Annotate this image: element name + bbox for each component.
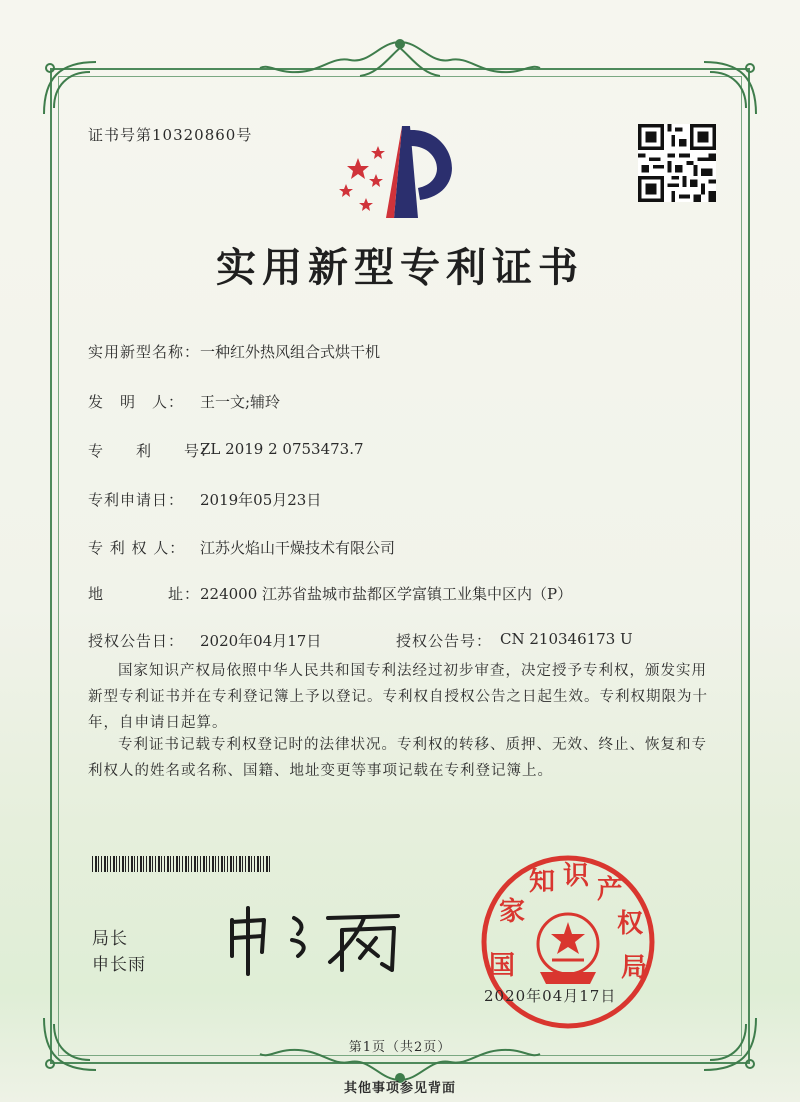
- patent-number-label: 专 利 号：: [88, 442, 217, 460]
- certificate-title: 实用新型专利证书: [216, 244, 584, 291]
- director-signature: [218, 900, 418, 980]
- filing-date-label: 专利申请日：: [88, 491, 185, 509]
- grant-date-value: 2020年04月17日: [200, 632, 322, 650]
- qr-code: [638, 124, 716, 202]
- utility-model-name-label: 实用新型名称：: [88, 343, 201, 361]
- seal-char-6: 权: [616, 909, 644, 939]
- seal-char-1: 国: [488, 951, 516, 981]
- seal-char-7: 局: [620, 953, 648, 983]
- corner-ornament-tr: [700, 58, 760, 118]
- address-label: 地 址：: [88, 585, 201, 603]
- grant-number-value: CN 210346173 U: [500, 630, 633, 648]
- address-value: 224000 江苏省盐城市盐都区学富镇工业集中区内（P）: [200, 585, 573, 603]
- seal-char-4: 识: [562, 861, 590, 891]
- filing-date-value: 2019年05月23日: [200, 491, 322, 509]
- seal-char-2: 家: [498, 897, 526, 927]
- grant-statement-paragraph: 国家知识产权局依照中华人民共和国专利法经过初步审查，决定授予专利权，颁发实用新型专利证书并在专利登记簿上予以登记。专利权自授权公告之日起生效。专利权期限为十年，自申请日起算。: [88, 663, 708, 731]
- utility-model-name-value: 一种红外热风组合式烘干机: [200, 343, 381, 361]
- patent-number-value: ZL 2019 2 0753473.7: [200, 440, 364, 458]
- inventor-label: 发 明 人：: [88, 393, 185, 411]
- seal-char-3: 知: [528, 867, 556, 897]
- seal-char-5: 产: [596, 875, 624, 905]
- certificate-number: 证书号第10320860号: [88, 126, 253, 144]
- patentee-label: 专 利 权 人：: [88, 539, 186, 557]
- cnipa-logo-icon: [336, 118, 466, 228]
- inventor-value: 王一文;辅玲: [200, 393, 281, 411]
- legal-status-paragraph: 专利证书记载专利权登记时的法律状况。专利权的转移、质押、无效、终止、恢复和专利权人的姓名或名称、国籍、地址变更等事项记载在专利登记簿上。: [88, 737, 707, 779]
- corner-ornament-tl: [40, 58, 100, 118]
- grant-number-label: 授权公告号：: [396, 632, 493, 650]
- footer-note: 其他事项参见背面: [343, 1081, 456, 1096]
- page-indicator: 第1页（共2页）: [348, 1040, 452, 1055]
- grant-date-label: 授权公告日：: [88, 632, 185, 650]
- director-title: 局长: [92, 929, 128, 949]
- director-name: 申长雨: [92, 955, 146, 975]
- seal-date: 2020年04月17日: [484, 987, 617, 1005]
- patentee-value: 江苏火焰山干燥技术有限公司: [200, 539, 396, 557]
- barcode: [92, 856, 272, 872]
- top-ornament: [250, 34, 550, 84]
